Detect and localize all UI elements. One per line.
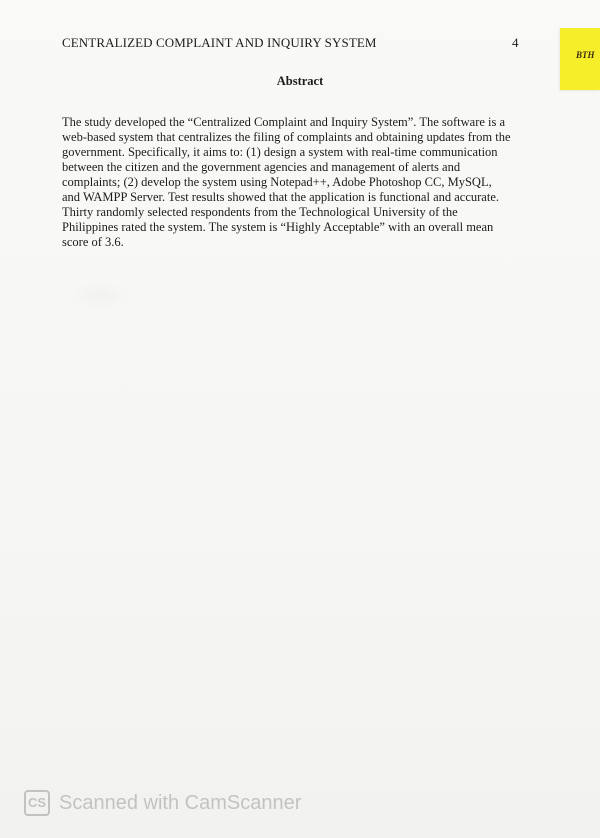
abstract-body (62, 115, 538, 250)
abstract-heading: Abstract (276, 74, 324, 88)
abstract-line: and WAMPP Server. Test results showed that the application is functional and accurate. (62, 190, 499, 204)
page-number: 4 (512, 35, 519, 50)
camscanner-watermark (24, 790, 301, 816)
abstract-line: web-based system that centralizes the filing of complaints and obtaining updates from the (62, 130, 511, 144)
watermark-text: Scanned with CamScanner (59, 791, 302, 814)
abstract-line: between the citizen and the government agencies and management of alerts and (62, 160, 461, 174)
abstract-line: The study developed the “Centralized Complaint and Inquiry System”. The software is a (62, 115, 506, 129)
camscanner-logo-icon: CS (24, 790, 50, 816)
scan-smudge (70, 280, 130, 310)
abstract-line: complaints; (2) develop the system using Notepad++, Adobe Photoshop CC, MySQL, (62, 175, 492, 189)
abstract-line: government. Specifically, it aims to: (1) design a system with real-time communication (62, 145, 498, 159)
abstract-line: Philippines rated the system. The system is “Highly Acceptable” with an overall mean (62, 220, 494, 234)
handwritten-initials: BTH (576, 50, 595, 60)
running-head: CENTRALIZED COMPLAINT AND INQUIRY SYSTEM (62, 35, 377, 50)
abstract-line: Thirty randomly selected respondents from the Technological University of the (62, 205, 458, 219)
abstract-line: score of 3.6. (62, 235, 124, 249)
